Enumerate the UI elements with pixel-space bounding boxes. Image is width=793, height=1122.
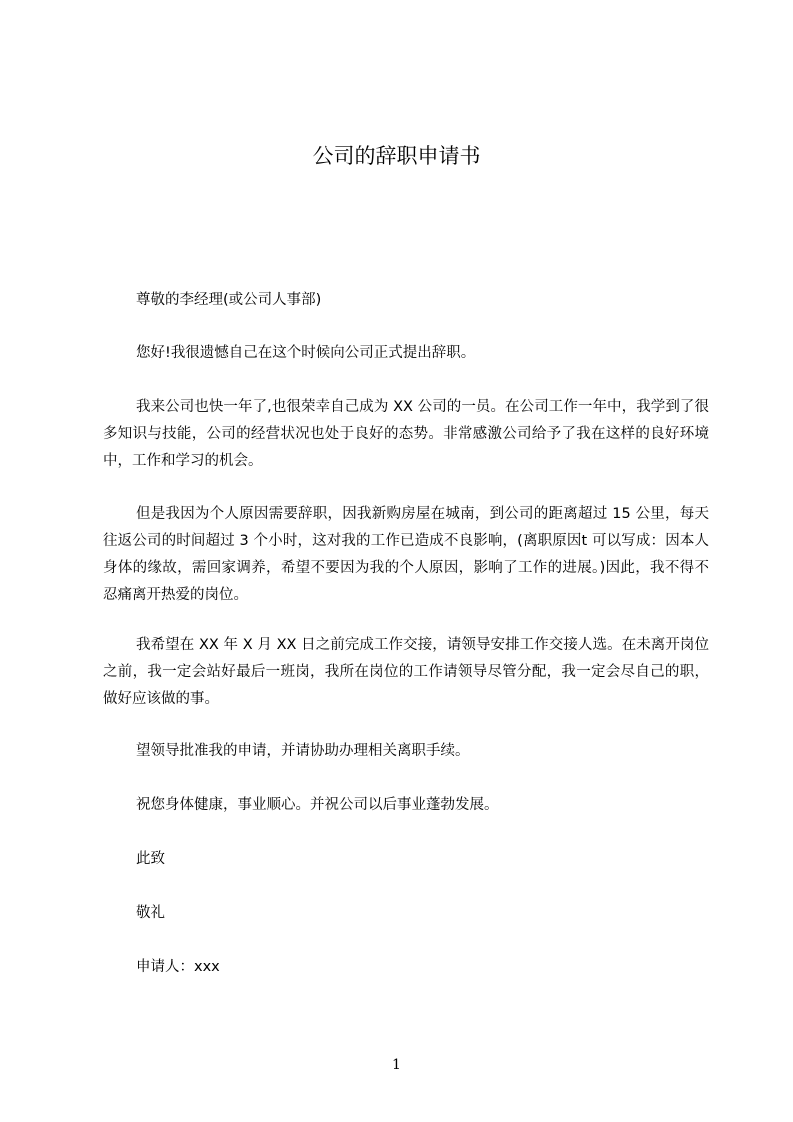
body-paragraph-3: 我希望在 XX 年 X 月 XX 日之前完成工作交接，请领导安排工作交接人选。在未离开岗位之前，我一定会站好最后一班岗，我所在岗位的工作请领导尽管分配，我一定会尽自己的职，做好应该做的事。 [103, 637, 709, 707]
closing-line-1: 此致 [136, 851, 165, 867]
request-line: 望领导批准我的申请，并请协助办理相关离职手续。 [136, 743, 470, 759]
applicant-line: 申请人：xxx [136, 959, 220, 975]
wishes-line: 祝您身体健康，事业顺心。并祝公司以后事业蓬勃发展。 [136, 797, 499, 813]
closing-line-2: 敬礼 [136, 905, 165, 921]
greeting: 您好!我很遗憾自己在这个时候向公司正式提出辞职。 [136, 345, 476, 361]
body-paragraph-2: 但是我因为个人原因需要辞职，因我新购房屋在城南，到公司的距离超过 15 公里，每天往返公司的时间超过 3 个小时，这对我的工作已造成不良影响，(离职原因t 可以写成：因本人身体的缘故，需回家调养，希望不要因为我的个人原因，影响了工作的进展。)因此，我不得不忍痛离开热爱的岗位。 [103, 506, 709, 603]
body-paragraph-1: 我来公司也快一年了,也很荣幸自己成为 XX 公司的一员。在公司工作一年中，我学到了很多知识与技能，公司的经营状况也处于良好的态势。非常感激公司给予了我在这样的良好环境中，工作和学习的机会。 [103, 399, 709, 469]
page-number: 1 [392, 1057, 401, 1073]
salutation: 尊敬的李经理(或公司人事部) [136, 292, 322, 308]
page-title: 公司的辞职申请书 [312, 144, 481, 168]
